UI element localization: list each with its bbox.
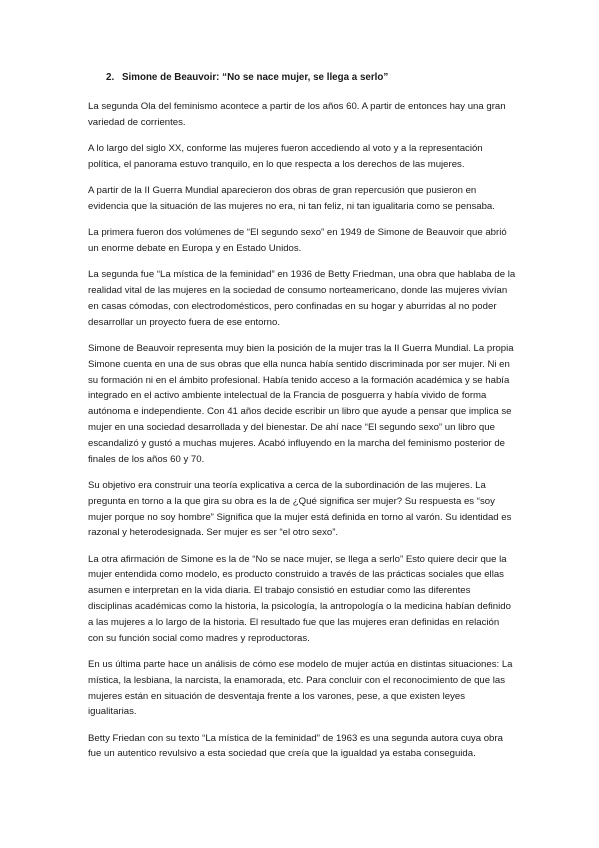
paragraph: Betty Friedan con su texto “La mística de la feminidad” de 1963 es una segunda autora cuya obra fue un autentico revulsivo a esta sociedad que creía que la igualdad ya estaba conseguida. (88, 732, 503, 760)
paragraph: En us última parte hace un análisis de cómo ese modelo de mujer actúa en distintas situaciones: La mística, la lesbiana, la narcista, la enamorada, etc. Para concluir con el reconocimiento de que las mujeres están en situación de desventaja frente a los varones, pese, a que existen leyes igualitarias. (88, 658, 513, 718)
paragraph: La otra afirmación de Simone es la de “No se nace mujer, se llega a serlo” Esto quiere decir que la mujer entendida como modelo, es producto construido a través de las prácticas sociales que ellas asumen e interpretan en la vida diaria. El trabajo consistió en estudiar como las diferentes disciplinas académicas como la historia, la psicología, la antropología o la medicina habían definido a las mujeres a lo largo de la historia. El resultado fue que las mujeres eran definidas en relación con su función social como madres y reproductoras. (88, 553, 511, 644)
section-title: Simone de Beauvoir: “No se nace mujer, se llega a serlo” (122, 72, 389, 83)
paragraph: La segunda Ola del feminismo acontece a partir de los años 60. A partir de entonces hay una gran variedad de corrientes. (88, 101, 506, 128)
section-heading (106, 70, 516, 85)
paragraph: A partir de la II Guerra Mundial aparecieron dos obras de gran repercusión que pusieron en evidencia que la situación de las mujeres no era, ni tan feliz, ni tan igualitaria como se pensaba. (88, 185, 495, 212)
paragraph: La segunda fue “La mística de la feminidad” en 1936 de Betty Friedman, una obra que hablaba de la realidad vital de las mujeres en la sociedad de consumo norteamericano, donde las mujeres vivían en casas cómodas, con electrodomésticos, pero confinadas en su hogar y aburridas al no poder desarrollar un proyecto fuera de ese entorno. (88, 269, 516, 328)
paragraph: A lo largo del siglo XX, conforme las mujeres fueron accediendo al voto y a la representación política, el panorama estuvo tranquilo, en lo que respecta a los derechos de las mujeres. (88, 143, 483, 170)
paragraph: Su objetivo era construir una teoría explicativa a cerca de la subordinación de las mujeres. La pregunta en torno a la que gira su obra es la de ¿Qué significa ser mujer? Su respuesta es “soy mujer porque no soy hombre” Significa que la mujer está definida en torno al varón. Su identidad es razonal y heterodesignada. Ser mujer es ser “el otro sexo”. (88, 479, 512, 539)
section-number: 2. (106, 72, 115, 83)
document-body (88, 70, 516, 773)
paragraph: La primera fueron dos volúmenes de “El segundo sexo” en 1949 de Simone de Beauvoir que abrió un enorme debate en Europa y en Estado Unidos. (88, 227, 507, 255)
paragraph: Simone de Beauvoir representa muy bien la posición de la mujer tras la II Guerra Mundial. La propia Simone cuenta en una de sus obras que ella nunca había sentido discriminada por ser mujer. Ni en su formación ni en el ámbito profesional. Había tenido acceso a la formación académica y se había integrado en el activo ambiente intelectual de la Francia de posguerra y había vivido de forma autónoma e independiente. Con 41 años decide escribir un libro que ayude a pensar que implica se mujer en una sociedad desarrollada y del bienestar. De ahí nace “El segundo sexo” un libro que escandalizó y gustó a muchas mujeres. Acabó influyendo en la marcha del feminismo posterior de finales de los años 60 y 70. (88, 343, 514, 465)
